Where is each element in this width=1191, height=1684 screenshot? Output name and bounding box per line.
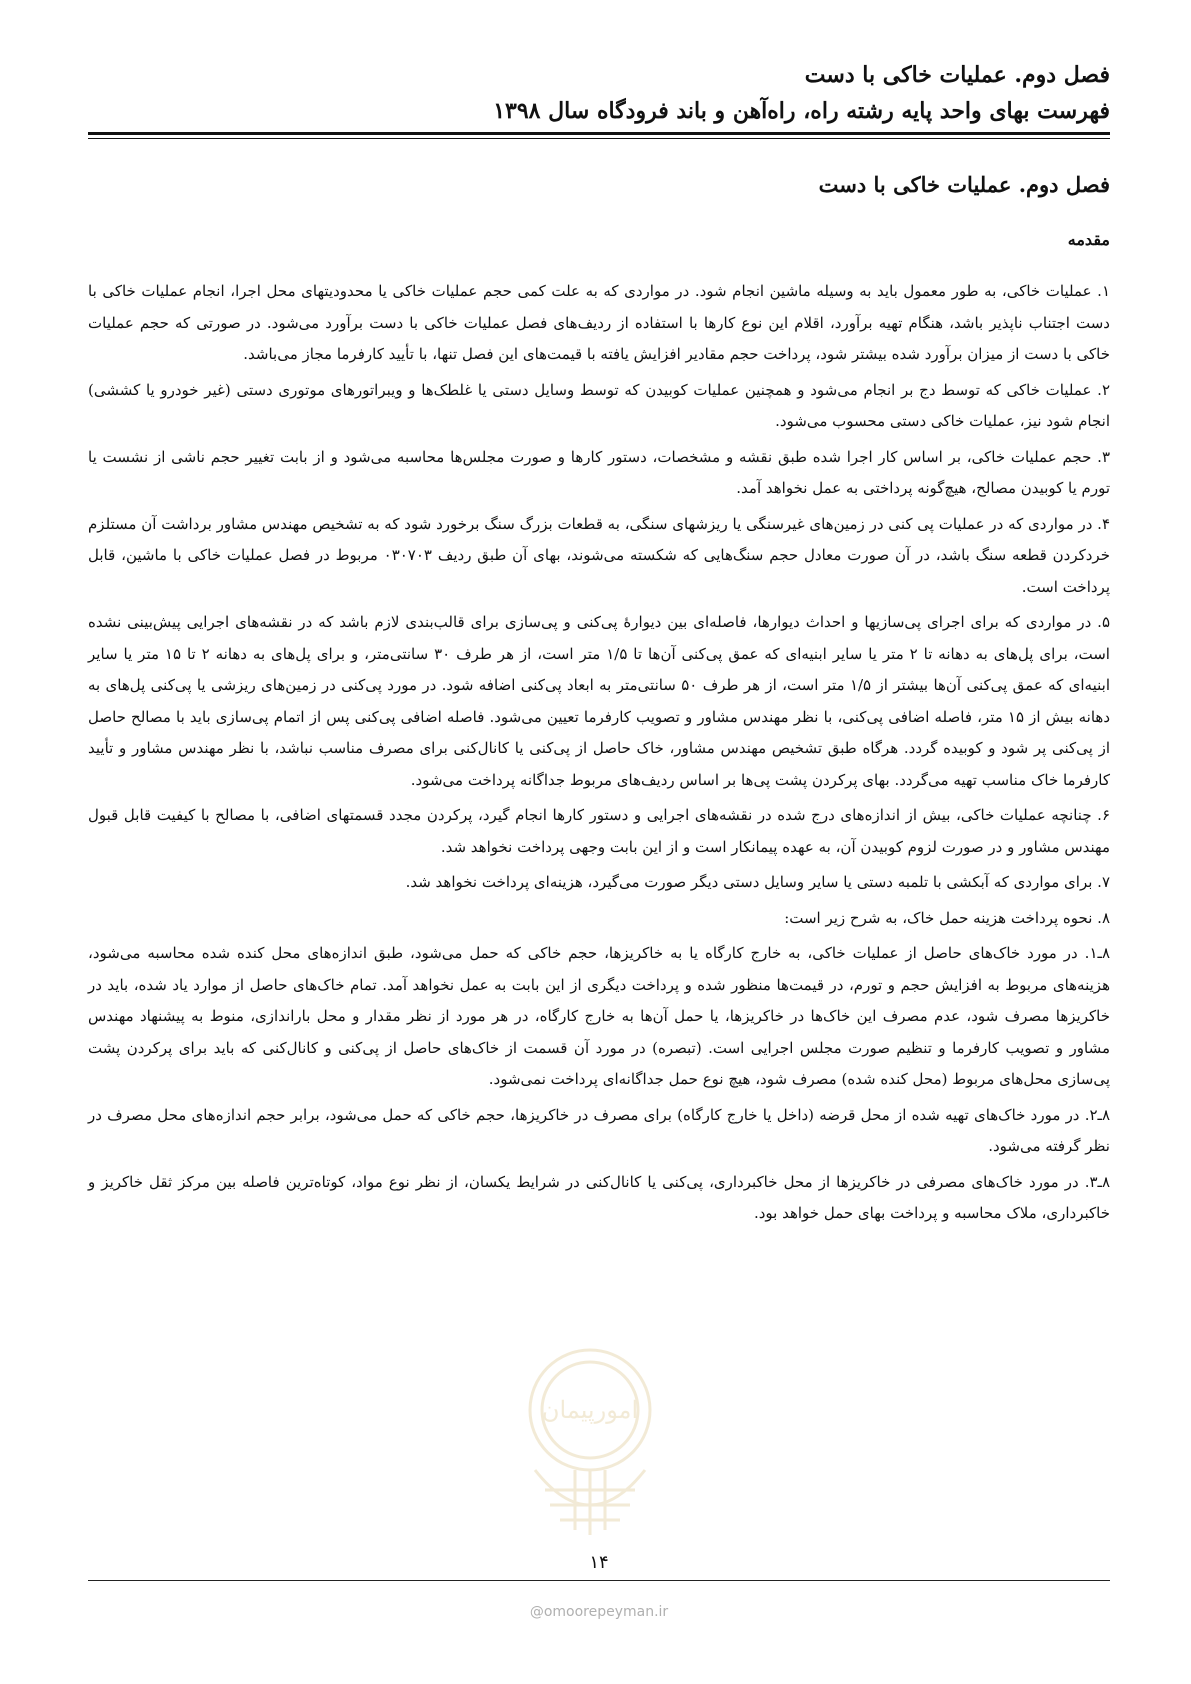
site-watermark-text: @omoorepeyman.ir [529,1604,669,1620]
page-number: ۱۴ [589,1552,609,1573]
paragraph-7: ۷. برای مواردی که آبکشی با تلمبه دستی یا سایر وسایل دستی دیگر صورت می‌گیرد، هزینه‌ای پرداخت نخواهد شد. [405,873,1110,891]
paragraph-6: ۶. چنانچه عملیات خاکی، بیش از اندازه‌های درج شده در نقشه‌های اجرایی و دستور کارها انجام گیرد، پرکردن مجدد قسمتهای اضافی، با مصالح با کیفیت قابل قبول مهندس مشاور و در صورت لزوم کوبیدن آن، به عهده پیمانکار است و از این بابت وجهی پرداخت نخواهد شد. [88,806,1110,856]
paragraph-4: ۴. در مواردی که در عملیات پی کنی در زمین‌های غیرسنگی یا ریزشهای سنگی، به قطعات بزرگ سنگ برخورد شود که به تشخیص مهندس مشاور برداشت آن مستلزم خردکردن قطعه سنگ باشد، در آن صورت معادل حجم سنگ‌هایی که شکسته می‌شوند، بهای آن طبق ردیف ۰۳۰۷۰۳ مربوط در فصل عملیات خاکی با ماشین، قابل پرداخت است. [88,514,1110,596]
section-title: فصل دوم. عملیات خاکی با دست [818,172,1110,197]
paragraph-8-2: ۸ـ۲. در مورد خاک‌های تهیه شده از محل قرضه (داخل یا خارج کارگاه) برای مصرف در خاکریزها، حجم خاکی که حمل می‌شود، برابر حجم اندازه‌های محل مصرف در نظر گرفته می‌شود. [88,1105,1110,1155]
paragraph-2: ۲. عملیات خاکی که توسط دج بر انجام می‌شود و همچنین عملیات کوبیدن که توسط وسایل دستی یا غلطک‌ها و ویبراتورهای موتوری دستی (غیر خودرو یا کششی) انجام شود نیز، عملیات خاکی دستی محسوب می‌شود. [88,380,1110,430]
body-text [88,276,1110,1234]
header-list-title: فهرست بهای واحد پایه رشته راه، راه‌آهن و باند فرودگاه سال ۱۳۹۸ [493,98,1110,124]
footer-rule [88,1580,1110,1581]
paragraph-8-1: ۸ـ۱. در مورد خاک‌های حاصل از عملیات خاکی، به خارج کارگاه یا به خاکریزها، حجم خاکی که حمل می‌شود، طبق اندازه‌های محل کنده شده محاسبه می‌شود، هزینه‌های مربوط به افزایش حجم و تورم، در قیمت‌ها منظور شده و پرداخت دیگری از این بابت به عمل نخواهد آمد. تمام خاک‌های حاصل از موارد یاد شده، باید در خاکریزها مصرف شود، عدم مصرف این خاک‌ها در خاکریزها، یا حمل آن‌ها به خارج کارگاه، در هر مورد از نظر مقدار و محل باراندازی، منوط به پیشنهاد مهندس مشاور و تصویب کارفرما و تنظیم صورت مجلس اجرایی است. (تبصره) در مورد آن قسمت از خاک‌های حاصل از پی‌کنی و کانال‌کنی که باید برای پرکردن پشت پی‌سازی محل‌های مربوط (محل کنده شده) مصرف شود، هیچ نوع حمل جداگانه‌ای پرداخت نمی‌شود. [88,944,1110,1088]
header-rule-thin [88,138,1110,139]
paragraph-1: ۱. عملیات خاکی، به طور معمول باید به وسیله ماشین انجام شود. در مواردی که به علت کمی حجم عملیات خاکی یا محدودیتهای محل اجرا، انجام عملیات خاکی با دست اجتناب ناپذیر باشد، هنگام تهیه برآورد، اقلام این نوع کارها با استفاده از ردیف‌های فصل عملیات خاکی با دست برآورد می‌شود. در صورتی که حجم عملیات خاکی با دست از میزان برآورد شده بیشتر شود، پرداخت حجم مقادیر افزایش یافته با قیمت‌های این فصل تنها، با تأیید کارفرما مجاز می‌باشد. [88,282,1110,363]
paragraph-8: ۸. نحوه پرداخت هزینه حمل خاک، به شرح زیر است: [784,908,1110,927]
seal-watermark-icon [505,1340,675,1550]
header-chapter-title: فصل دوم. عملیات خاکی با دست [804,62,1110,88]
seal-lettering: امورپیمان [541,1396,639,1424]
paragraph-3: ۳. حجم عملیات خاکی، بر اساس کار اجرا شده طبق نقشه و مشخصات، دستور کارها و صورت مجلس‌ها محاسبه می‌شود و از بابت تغییر حجم ناشی از نشست یا تورم یا کوبیدن مصالح، هیچ‌گونه پرداختی به عمل نخواهد آمد. [88,447,1110,497]
header-rule-thick [88,132,1110,135]
section-intro-heading: مقدمه [1067,230,1110,249]
paragraph-5: ۵. در مواردی که برای اجرای پی‌سازیها و احداث دیوارها، فاصله‌ای بین دیوارهٔ پی‌کنی و پی‌سازی برای قالب‌بندی لازم باشد که در نقشه‌های اجرایی پیش‌بینی نشده است، برای پل‌های به دهانه تا ۲ متر یا سایر ابنیه‌ای که عمق پی‌کنی آن‌ها تا ۱/۵ متر است، از هر طرف ۳۰ سانتی‌متر، و برای پل‌های به دهانه ۲ تا ۱۵ متر یا سایر ابنیه‌ای که عمق پی‌کنی آن‌ها بیشتر از ۱/۵ متر است، از هر طرف ۵۰ سانتی‌متر به ابعاد پی‌کنی اضافه شود. در مورد پی‌کنی در زمین‌های ریزشی یا پی‌کنی پل‌های به دهانه بیش از ۱۵ متر، فاصله اضافی پی‌کنی، با نظر مهندس مشاور و تصویب کارفرما تعیین می‌شود. فاصله اضافی پی‌کنی پس از اتمام پی‌سازی باید با مصالح حاصل از پی‌کنی پر شود و کوبیده گردد. هرگاه طبق تشخیص مهندس مشاور، خاک حاصل از پی‌کنی یا کانال‌کنی برای مصرف مناسب نباشد، با نظر مهندس مشاور و تأیید کارفرما خاک مناسب تهیه می‌گردد. بهای پرکردن پشت پی‌ها بر اساس ردیف‌های مربوط جداگانه پرداخت می‌شود. [88,613,1110,789]
paragraph-8-3: ۸ـ۳. در مورد خاک‌های مصرفی در خاکریزها از محل خاکبرداری، پی‌کنی یا کانال‌کنی در شرایط یکسان، از نظر نوع مواد، کوتاه‌ترین فاصله بین مرکز ثقل خاکریز و خاکبرداری، ملاک محاسبه و پرداخت بهای حمل خواهد بود. [88,1172,1110,1222]
